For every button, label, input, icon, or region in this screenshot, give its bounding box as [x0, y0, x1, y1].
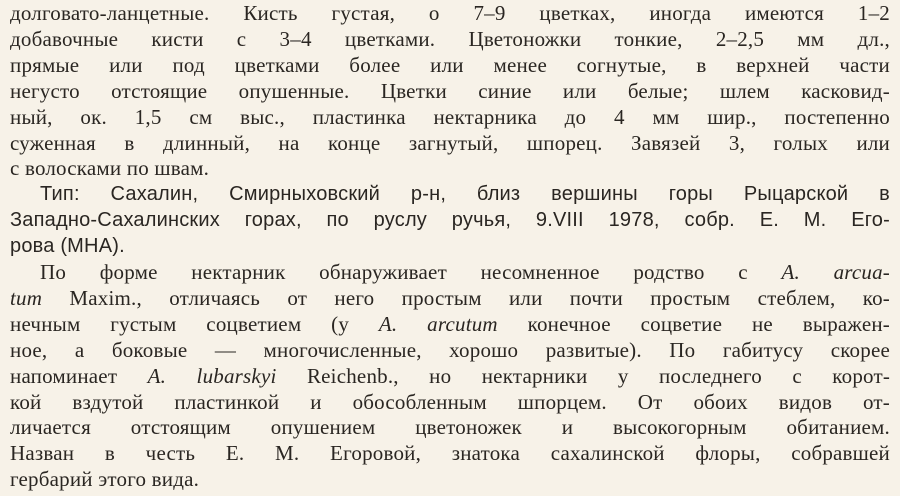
- text-line: [10, 104, 890, 130]
- text-line: [10, 130, 890, 156]
- text-run: суженная в длинный, на конце загнутый, шпорец. Завязей 3, голых или: [10, 131, 890, 155]
- text-run: добавочные кисти с 3–4 цветками. Цветоножки тонкие, 2–2,5 мм дл.,: [10, 27, 890, 51]
- italic-text: A. lubarskyi: [147, 364, 277, 388]
- text-line: [10, 52, 890, 78]
- italic-text: tum: [10, 286, 43, 310]
- text-line: [10, 337, 890, 363]
- text-line: [10, 440, 890, 466]
- text-run: Reichenb., но нектарники у последнего с корот-: [276, 364, 891, 388]
- text-run: долговато-ланцетные. Кисть густая, о 7–9 цветках, иногда имеются 1–2: [10, 1, 890, 25]
- italic-text: A. arcutum: [378, 312, 498, 336]
- text-run: Maxim., отличаясь от него простым или почти простым стеблем, ко-: [42, 286, 890, 310]
- text-run: ное, а боковые — многочисленные, хорошо развитые). По габитусу скорее: [10, 338, 890, 362]
- text-line: [10, 389, 890, 415]
- text-run: негусто отстоящие опушенные. Цветки синие или белые; шлем касковид-: [10, 79, 890, 103]
- text-run: кой вздутой пластинкой и обособленным шпорцем. От обоих видов от-: [10, 390, 890, 414]
- text-run: напоминает: [10, 364, 148, 388]
- text-line: [40, 181, 890, 207]
- text-run: Тип: Сахалин, Смирныховский р-н, близ вершины горы Рыцарской в: [40, 183, 890, 205]
- text-run: По форме нектарник обнаруживает несомненное родство с: [40, 260, 782, 284]
- text-run: с волосками по швам.: [10, 156, 210, 180]
- text-line: [10, 363, 890, 389]
- text-line: [10, 466, 890, 492]
- text-run: гербарий этого вида.: [10, 467, 200, 491]
- text-run: нечным густым соцветием (у: [10, 312, 379, 336]
- text-line: [10, 311, 890, 337]
- text-run: Западно-Сахалинских горах, по руслу ручья, 9.VIII 1978, собр. Е. М. Его-: [10, 209, 890, 231]
- text-line: [10, 285, 890, 311]
- text-line: [10, 207, 890, 233]
- text-line: [40, 259, 890, 285]
- text-run: рова (МНА).: [10, 235, 125, 257]
- text-line: [10, 414, 890, 440]
- italic-text: A. arcua-: [781, 260, 890, 284]
- text-run: прямые или под цветками более или менее согнутые, в верхней части: [10, 53, 890, 77]
- text-line: [10, 26, 890, 52]
- text-run: конечное соцветие не выражен-: [497, 312, 890, 336]
- text-line: [10, 78, 890, 104]
- text-line: [10, 0, 890, 26]
- text-run: ный, ок. 1,5 см выс., пластинка нектарника до 4 мм шир., постепенно: [10, 105, 890, 129]
- text-line: [10, 233, 890, 259]
- text-line: [10, 155, 890, 181]
- text-run: личается отстоящим опушением цветоножек и высокогорным обитанием.: [10, 415, 890, 439]
- text-run: Назван в честь Е. М. Егоровой, знатока сахалинской флоры, собравшей: [10, 441, 890, 465]
